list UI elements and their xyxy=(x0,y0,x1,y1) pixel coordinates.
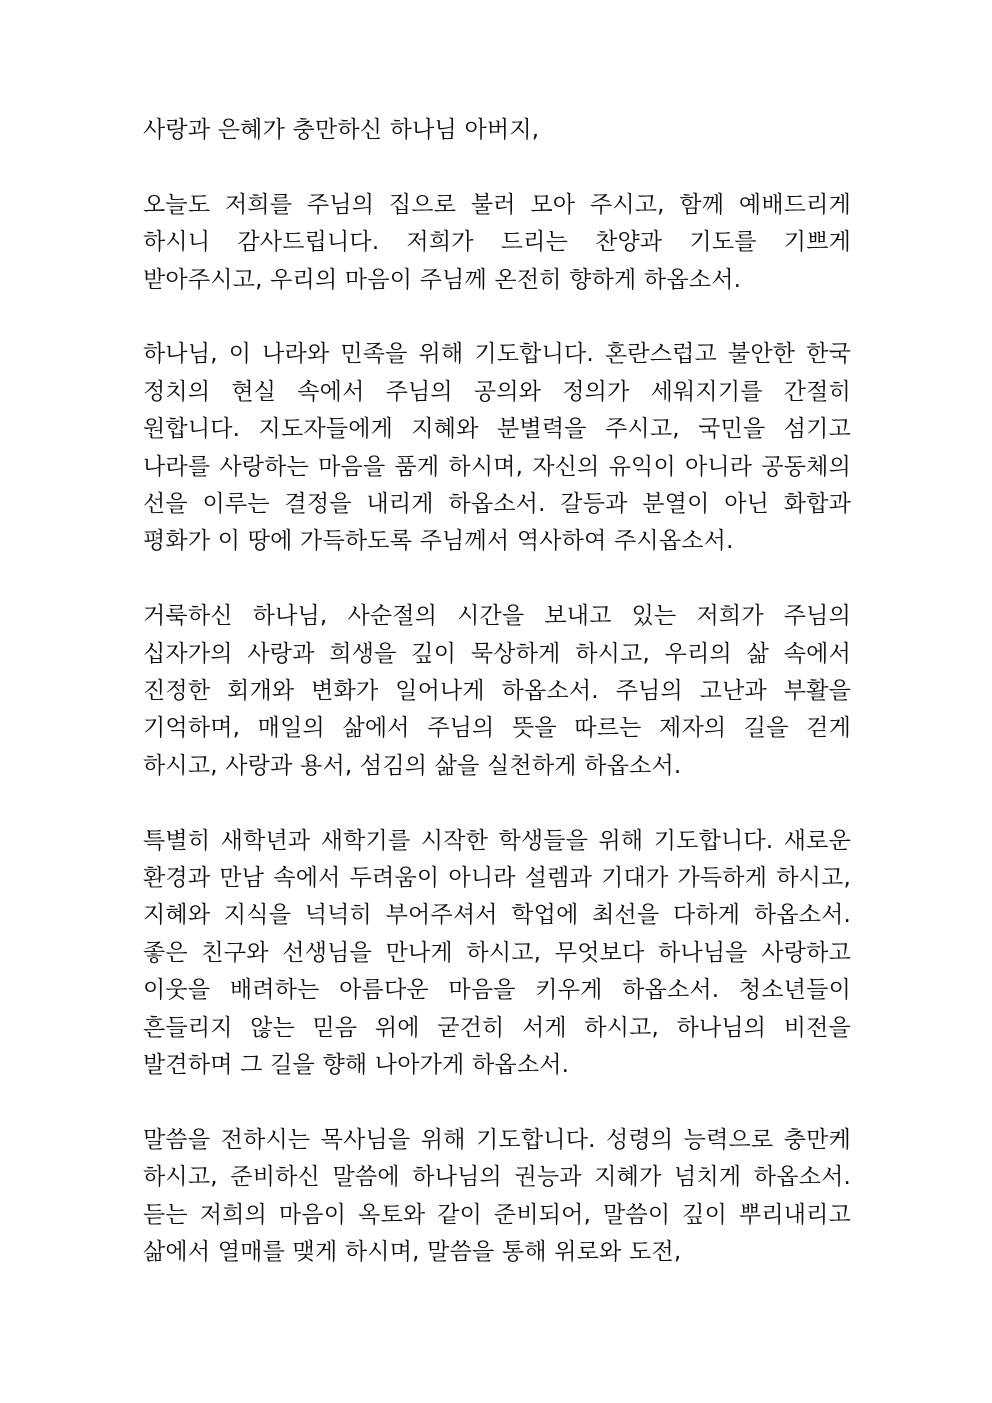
paragraph-lent: 거룩하신 하나님, 사순절의 시간을 보내고 있는 저희가 주님의 십자가의 사랑과 희생을 깊이 묵상하게 하시고, 우리의 삶 속에서 진정한 회개와 변화가 일어나게 하옵소서. 주님의 고난과 부활을 기억하며, 매일의 삶에서 주님의 뜻을 따르는 제자의 길을 걷게 하시고, 사랑과 용서, 섬김의 삶을 실천하게 하옵소서. xyxy=(143,603,851,779)
paragraph-students: 특별히 새학년과 새학기를 시작한 학생들을 위해 기도합니다. 새로운 환경과 만남 속에서 두려움이 아니라 설렘과 기대가 가득하게 하시고, 지혜와 지식을 넉넉히 부어주셔서 학업에 최선을 다하게 하옵소서. 좋은 친구와 선생님을 만나게 하시고, 무엇보다 하나님을 사랑하고 이웃을 배려하는 아름다운 마음을 키우게 하옵소서. 청소년들이 흔들리지 않는 믿음 위에 굳건히 서게 하시고, 하나님의 비전을 발견하며 그 길을 향해 나아가게 하옵소서. xyxy=(143,827,851,1079)
greeting-line: 사랑과 은혜가 충만하신 하나님 아버지, xyxy=(143,117,540,143)
paragraph-pastor: 말씀을 전하시는 목사님을 위해 기도합니다. 성령의 능력으로 충만케 하시고, 준비하신 말씀에 하나님의 권능과 지혜가 넘치게 하옵소서. 듣는 저희의 마음이 옥토와 같이 준비되어, 말씀이 깊이 뿌리내리고 삶에서 열매를 맺게 하시며, 말씀을 통해 위로와 도전, xyxy=(143,1126,851,1266)
paragraph-thanksgiving: 오늘도 저희를 주님의 집으로 불러 모아 주시고, 함께 예배드리게 하시니 감사드립니다. 저희가 드리는 찬양과 기도를 기쁘게 받아주시고, 우리의 마음이 주님께 온전히 향하게 하옵소서. xyxy=(143,191,851,293)
paragraph-nation: 하나님, 이 나라와 민족을 위해 기도합니다. 혼란스럽고 불안한 한국 정치의 현실 속에서 주님의 공의와 정의가 세워지기를 간절히 원합니다. 지도자들에게 지혜와 분별력을 주시고, 국민을 섬기고 나라를 사랑하는 마음을 품게 하시며, 자신의 유익이 아니라 공동체의 선을 이루는 결정을 내리게 하옵소서. 갈등과 분열이 아닌 화합과 평화가 이 땅에 가득하도록 주님께서 역사하여 주시옵소서. xyxy=(143,341,851,555)
prayer-text xyxy=(143,112,851,1309)
